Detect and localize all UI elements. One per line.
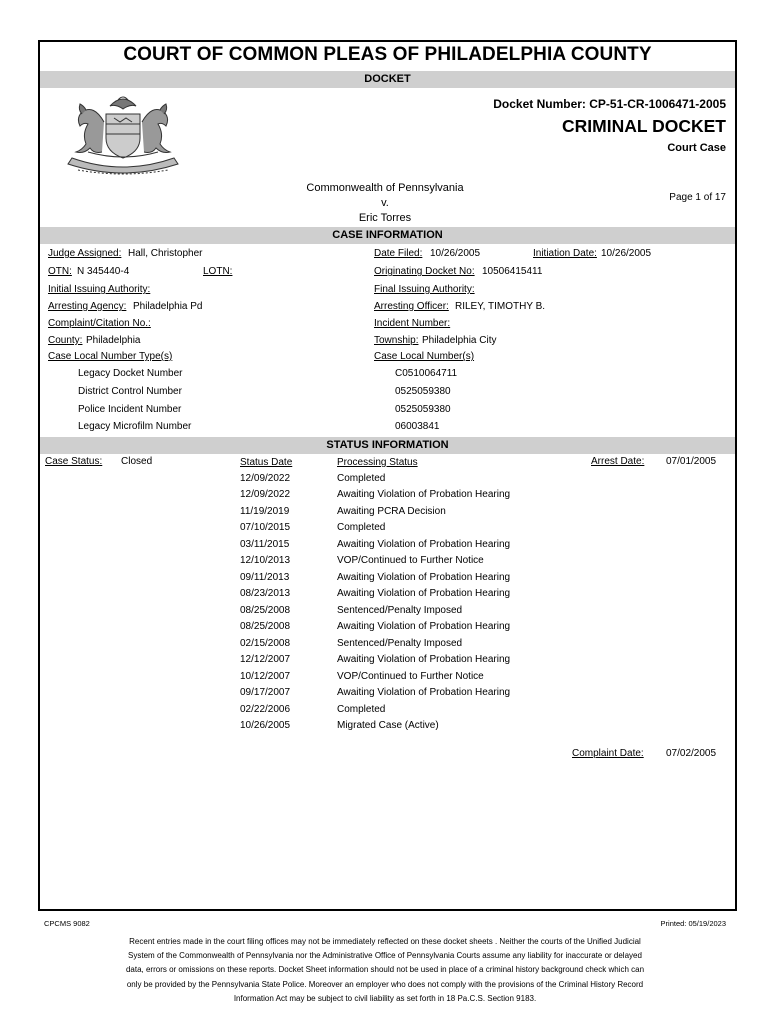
case-status-label: Case Status: [45,456,103,467]
local-number-value: 06003841 [395,421,440,432]
disclaimer-line: Information Act may be subject to civil liability as set forth in 18 Pa.C.S. Section 9183. [233,993,537,1003]
local-number-label: Case Local Number(s) [374,351,475,362]
processing-status-header: Processing Status [337,457,418,468]
processing-status: Completed [337,473,386,484]
initial-issuing-authority-label: Initial Issuing Authority: [48,284,151,295]
processing-status: Awaiting Violation of Probation Hearing [337,621,511,632]
initiation-date-label: Initiation Date: [533,248,597,259]
disclaimer-line: System of the Commonwealth of Pennsylvania nor the Administrative Office of Pennsylvania Courts assume any liability for inaccurate or delayed [128,951,642,961]
local-number-type: District Control Number [78,386,182,397]
processing-status: Awaiting Violation of Probation Hearing [337,539,511,550]
lotn-label: LOTN: [203,266,233,277]
status-date: 12/09/2022 [240,473,291,484]
otn-label: OTN: [48,266,72,277]
case-information-band: CASE INFORMATION [40,227,735,244]
status-date: 08/25/2008 [240,605,291,616]
originating-docket-value: 10506415411 [482,266,543,277]
otn-value: N 345440-4 [77,266,130,277]
disclaimer-line: only be provided by the Pennsylvania State Police. Moreover an employer who does not comply with the provisions of the Criminal History Record [126,979,644,989]
arresting-agency-label: Arresting Agency: [48,301,127,312]
date-filed-label: Date Filed: [374,248,423,259]
processing-status: Awaiting Violation of Probation Hearing [337,588,511,599]
processing-status: Sentenced/Penalty Imposed [337,605,463,616]
complaint-date-label: Complaint Date: [572,748,644,759]
disclaimer-line: data, errors or omissions on these reports. Docket Sheet information should not be used in place of a criminal history background check which can [125,965,645,975]
township-label: Township: [374,335,419,346]
date-filed-value: 10/26/2005 [430,248,481,259]
status-date: 02/15/2008 [240,638,291,649]
pennsylvania-seal-icon [58,92,188,178]
judge-label: Judge Assigned: [48,248,122,259]
arresting-officer-label: Arresting Officer: [374,301,449,312]
status-date: 11/19/2019 [240,506,290,517]
status-date: 12/10/2013 [240,555,291,566]
printed-date: Printed: 05/19/2023 [660,919,726,928]
disclaimer-line: Recent entries made in the court filing offices may not be immediately reflected on these docket sheets . Neither the courts of the Unified Judicial [129,937,641,946]
originating-docket-label: Originating Docket No: [374,266,475,277]
incident-number-label: Incident Number: [374,318,451,329]
docket-type: CRIMINAL DOCKET [562,116,726,136]
disclaimer [80,935,690,1006]
page-indicator: Page 1 of 17 [669,192,726,203]
status-date: 12/09/2022 [240,489,291,500]
docket-number: Docket Number: CP-51-CR-1006471-2005 [493,97,726,111]
status-date: 02/22/2006 [240,704,291,715]
township-value: Philadelphia City [422,335,497,346]
arresting-agency-value: Philadelphia Pd [133,301,203,312]
local-number-type-label: Case Local Number Type(s) [48,351,173,362]
local-number-type: Police Incident Number [78,404,182,415]
local-number-value: 0525059380 [395,404,451,415]
arrest-date-value: 07/01/2005 [666,456,717,467]
complaint-date-value: 07/02/2005 [666,748,717,759]
status-date: 09/11/2013 [240,572,290,583]
processing-status: Awaiting Violation of Probation Hearing [337,654,511,665]
arresting-officer-value: RILEY, TIMOTHY B. [455,301,546,312]
initiation-date-value: 10/26/2005 [601,248,652,259]
status-date: 08/25/2008 [240,621,291,632]
status-date: 03/11/2015 [240,539,290,550]
court-title: COURT OF COMMON PLEAS OF PHILADELPHIA COUNTY [123,44,652,65]
processing-status: Sentenced/Penalty Imposed [337,638,463,649]
processing-status: Awaiting Violation of Probation Hearing [337,489,511,500]
processing-status: Awaiting Violation of Probation Hearing [337,687,511,698]
caption-defendant: Eric Torres [358,212,412,224]
status-date: 09/17/2007 [240,687,291,698]
complaint-citation-label: Complaint/Citation No.: [48,318,151,329]
status-information-band: STATUS INFORMATION [40,437,735,454]
status-date: 12/12/2007 [240,654,291,665]
processing-status: Awaiting PCRA Decision [337,506,446,517]
caption-versus: v. [381,197,389,209]
local-number-value: C0510064711 [395,368,458,379]
case-status-value: Closed [121,456,153,467]
final-issuing-authority-label: Final Issuing Authority: [374,284,475,295]
local-number-type: Legacy Microfilm Number [78,421,192,432]
caption-plaintiff: Commonwealth of Pennsylvania [306,182,464,194]
status-date-header: Status Date [240,457,293,468]
processing-status: VOP/Continued to Further Notice [337,555,484,566]
status-date: 07/10/2015 [240,522,291,533]
processing-status: Migrated Case (Active) [337,720,439,731]
form-id: CPCMS 9082 [44,919,90,928]
status-date: 08/23/2013 [240,588,291,599]
processing-status: Completed [337,522,386,533]
county-label: County: [48,335,83,346]
arrest-date-label: Arrest Date: [591,456,645,467]
county-value: Philadelphia [86,335,141,346]
processing-status: Completed [337,704,386,715]
case-type: Court Case [667,142,726,154]
processing-status: Awaiting Violation of Probation Hearing [337,572,511,583]
status-date: 10/26/2005 [240,720,291,731]
docket-band: DOCKET [40,71,735,88]
judge-value: Hall, Christopher [128,248,203,259]
status-date: 10/12/2007 [240,671,291,682]
local-number-value: 0525059380 [395,386,451,397]
processing-status: VOP/Continued to Further Notice [337,671,484,682]
local-number-type: Legacy Docket Number [78,368,183,379]
